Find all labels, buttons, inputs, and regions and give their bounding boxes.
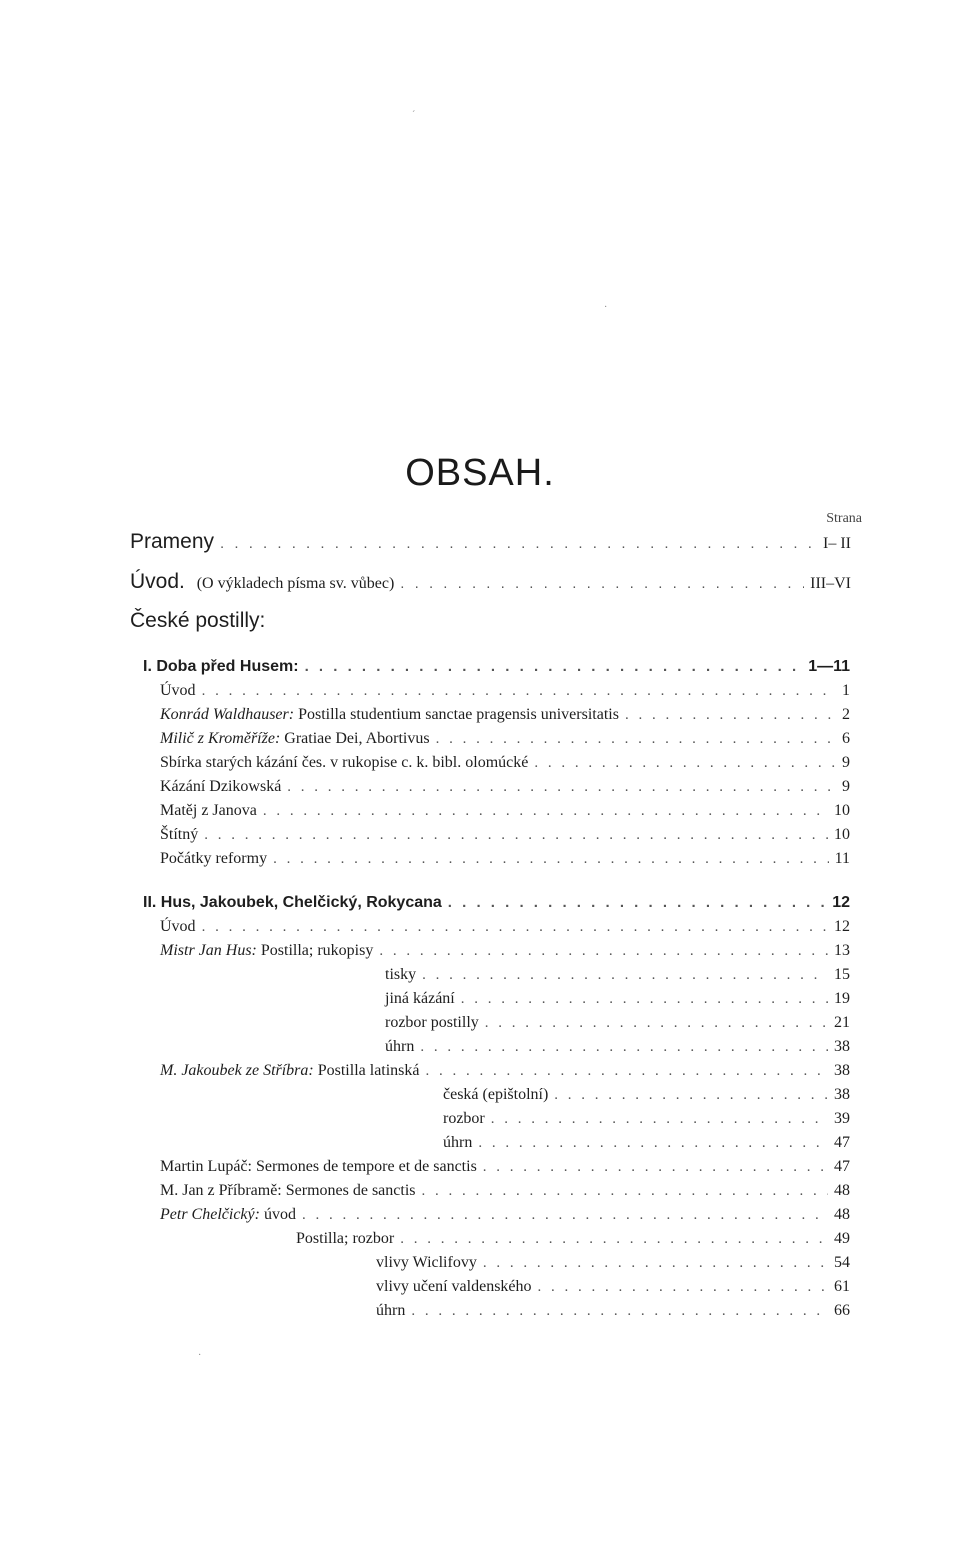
dot-leader (422, 967, 828, 984)
dot-leader (411, 1303, 828, 1320)
dot-leader (625, 707, 836, 724)
dot-leader (538, 1279, 828, 1296)
toc-label: II. Hus, Jakoubek, Chelčický, Rokycana (143, 894, 442, 911)
toc-entry[interactable]: tisky . . . 15 (385, 966, 850, 984)
toc-label: Úvod. (O výkladech písma sv. vůbec) (130, 570, 395, 593)
scan-speck-bottom: · (198, 1350, 202, 1361)
toc-entry[interactable]: Petr Chelčický: úvod . . . 48 (160, 1206, 850, 1224)
toc-label: Prameny (130, 530, 215, 553)
dot-leader (379, 943, 828, 960)
toc-entry[interactable]: jiná kázání . . . 19 (385, 990, 850, 1008)
toc-label: I. Doba před Husem: (143, 658, 299, 675)
toc-entry[interactable]: Štítný . . . 10 (160, 826, 850, 844)
toc-entry[interactable]: Matěj z Janova . . . 10 (160, 802, 850, 820)
dot-leader (220, 535, 817, 552)
toc-entry[interactable]: rozbor postilly . . . 21 (385, 1014, 850, 1032)
page-title: OBSAH. (405, 452, 555, 494)
toc-entry[interactable]: úhrn . . . 66 (376, 1302, 850, 1320)
dot-leader (400, 1231, 828, 1248)
toc-entry[interactable]: úhrn . . . 38 (385, 1038, 850, 1056)
toc-entry[interactable]: Milič z Kroměříže: Gratiae Dei, Abortivus . . . 6 (160, 730, 850, 748)
dot-leader (420, 1039, 828, 1056)
toc-entry[interactable]: Konrád Waldhauser: Postilla studentium sanctae pragensis universitatis . . . 2 (160, 706, 850, 724)
toc-entry[interactable]: vlivy Wiclifovy . . . 54 (376, 1254, 850, 1272)
toc-entry[interactable]: Postilla; rozbor . . . 49 (296, 1230, 850, 1248)
toc-entry[interactable]: Mistr Jan Hus: Postilla; rukopisy . . . 13 (160, 942, 850, 960)
dot-leader (554, 1087, 828, 1104)
toc-page: I– II (823, 535, 851, 552)
toc-entry[interactable]: Úvod . . . 1 (160, 682, 850, 700)
toc-entry[interactable]: M. Jan z Příbramě: Sermones de sanctis . . . 48 (160, 1182, 850, 1200)
section-heading-ceske-postilly: České postilly: (130, 609, 266, 632)
dot-leader (491, 1111, 828, 1128)
dot-leader (436, 731, 836, 748)
dot-leader (263, 803, 828, 820)
dot-leader (202, 683, 836, 700)
dot-leader (422, 1183, 829, 1200)
toc-entry[interactable]: Počátky reformy . . . 11 (160, 850, 850, 868)
toc-entry-prameny[interactable] (130, 530, 851, 554)
toc-entry[interactable]: česká (epištolní) . . . 38 (443, 1086, 850, 1104)
dot-leader (204, 827, 828, 844)
scan-speck-mid: · (604, 302, 608, 313)
toc-entry[interactable]: Kázání Dzikowská . . . 9 (160, 778, 850, 796)
dot-leader (202, 919, 828, 936)
toc-part-2[interactable] (143, 894, 850, 912)
dot-leader (478, 1135, 828, 1152)
dot-leader (461, 991, 828, 1008)
toc-page: 1—11 (808, 658, 850, 675)
toc-entry[interactable]: úhrn . . . 47 (443, 1134, 850, 1152)
dot-leader (483, 1159, 828, 1176)
dot-leader (400, 575, 804, 592)
toc-entry[interactable]: Sbírka starých kázání čes. v rukopise c. k. bibl. olomúcké . . . 9 (160, 754, 850, 772)
toc-entry[interactable]: M. Jakoubek ze Stříbra: Postilla latinská . . . 38 (160, 1062, 850, 1080)
toc-page: 12 (832, 894, 850, 911)
dot-leader (305, 658, 803, 675)
dot-leader (302, 1207, 828, 1224)
dot-leader (426, 1063, 828, 1080)
dot-leader (273, 851, 829, 868)
scan-speck-top: ´ (412, 110, 416, 121)
dot-leader (534, 755, 836, 772)
toc-page: III–VI (810, 575, 851, 592)
page-column-header: Strana (826, 511, 862, 526)
toc-part-1[interactable] (143, 658, 850, 676)
toc-entry[interactable]: Martin Lupáč: Sermones de tempore et de sanctis . . . 47 (160, 1158, 850, 1176)
dot-leader (448, 894, 826, 911)
toc-entry[interactable]: Úvod . . . 12 (160, 918, 850, 936)
toc-entry[interactable]: vlivy učení valdenského . . . 61 (376, 1278, 850, 1296)
dot-leader (485, 1015, 828, 1032)
toc-entry[interactable]: rozbor . . . 39 (443, 1110, 850, 1128)
dot-leader (287, 779, 836, 796)
toc-entry-uvod[interactable] (130, 570, 851, 594)
dot-leader (483, 1255, 828, 1272)
